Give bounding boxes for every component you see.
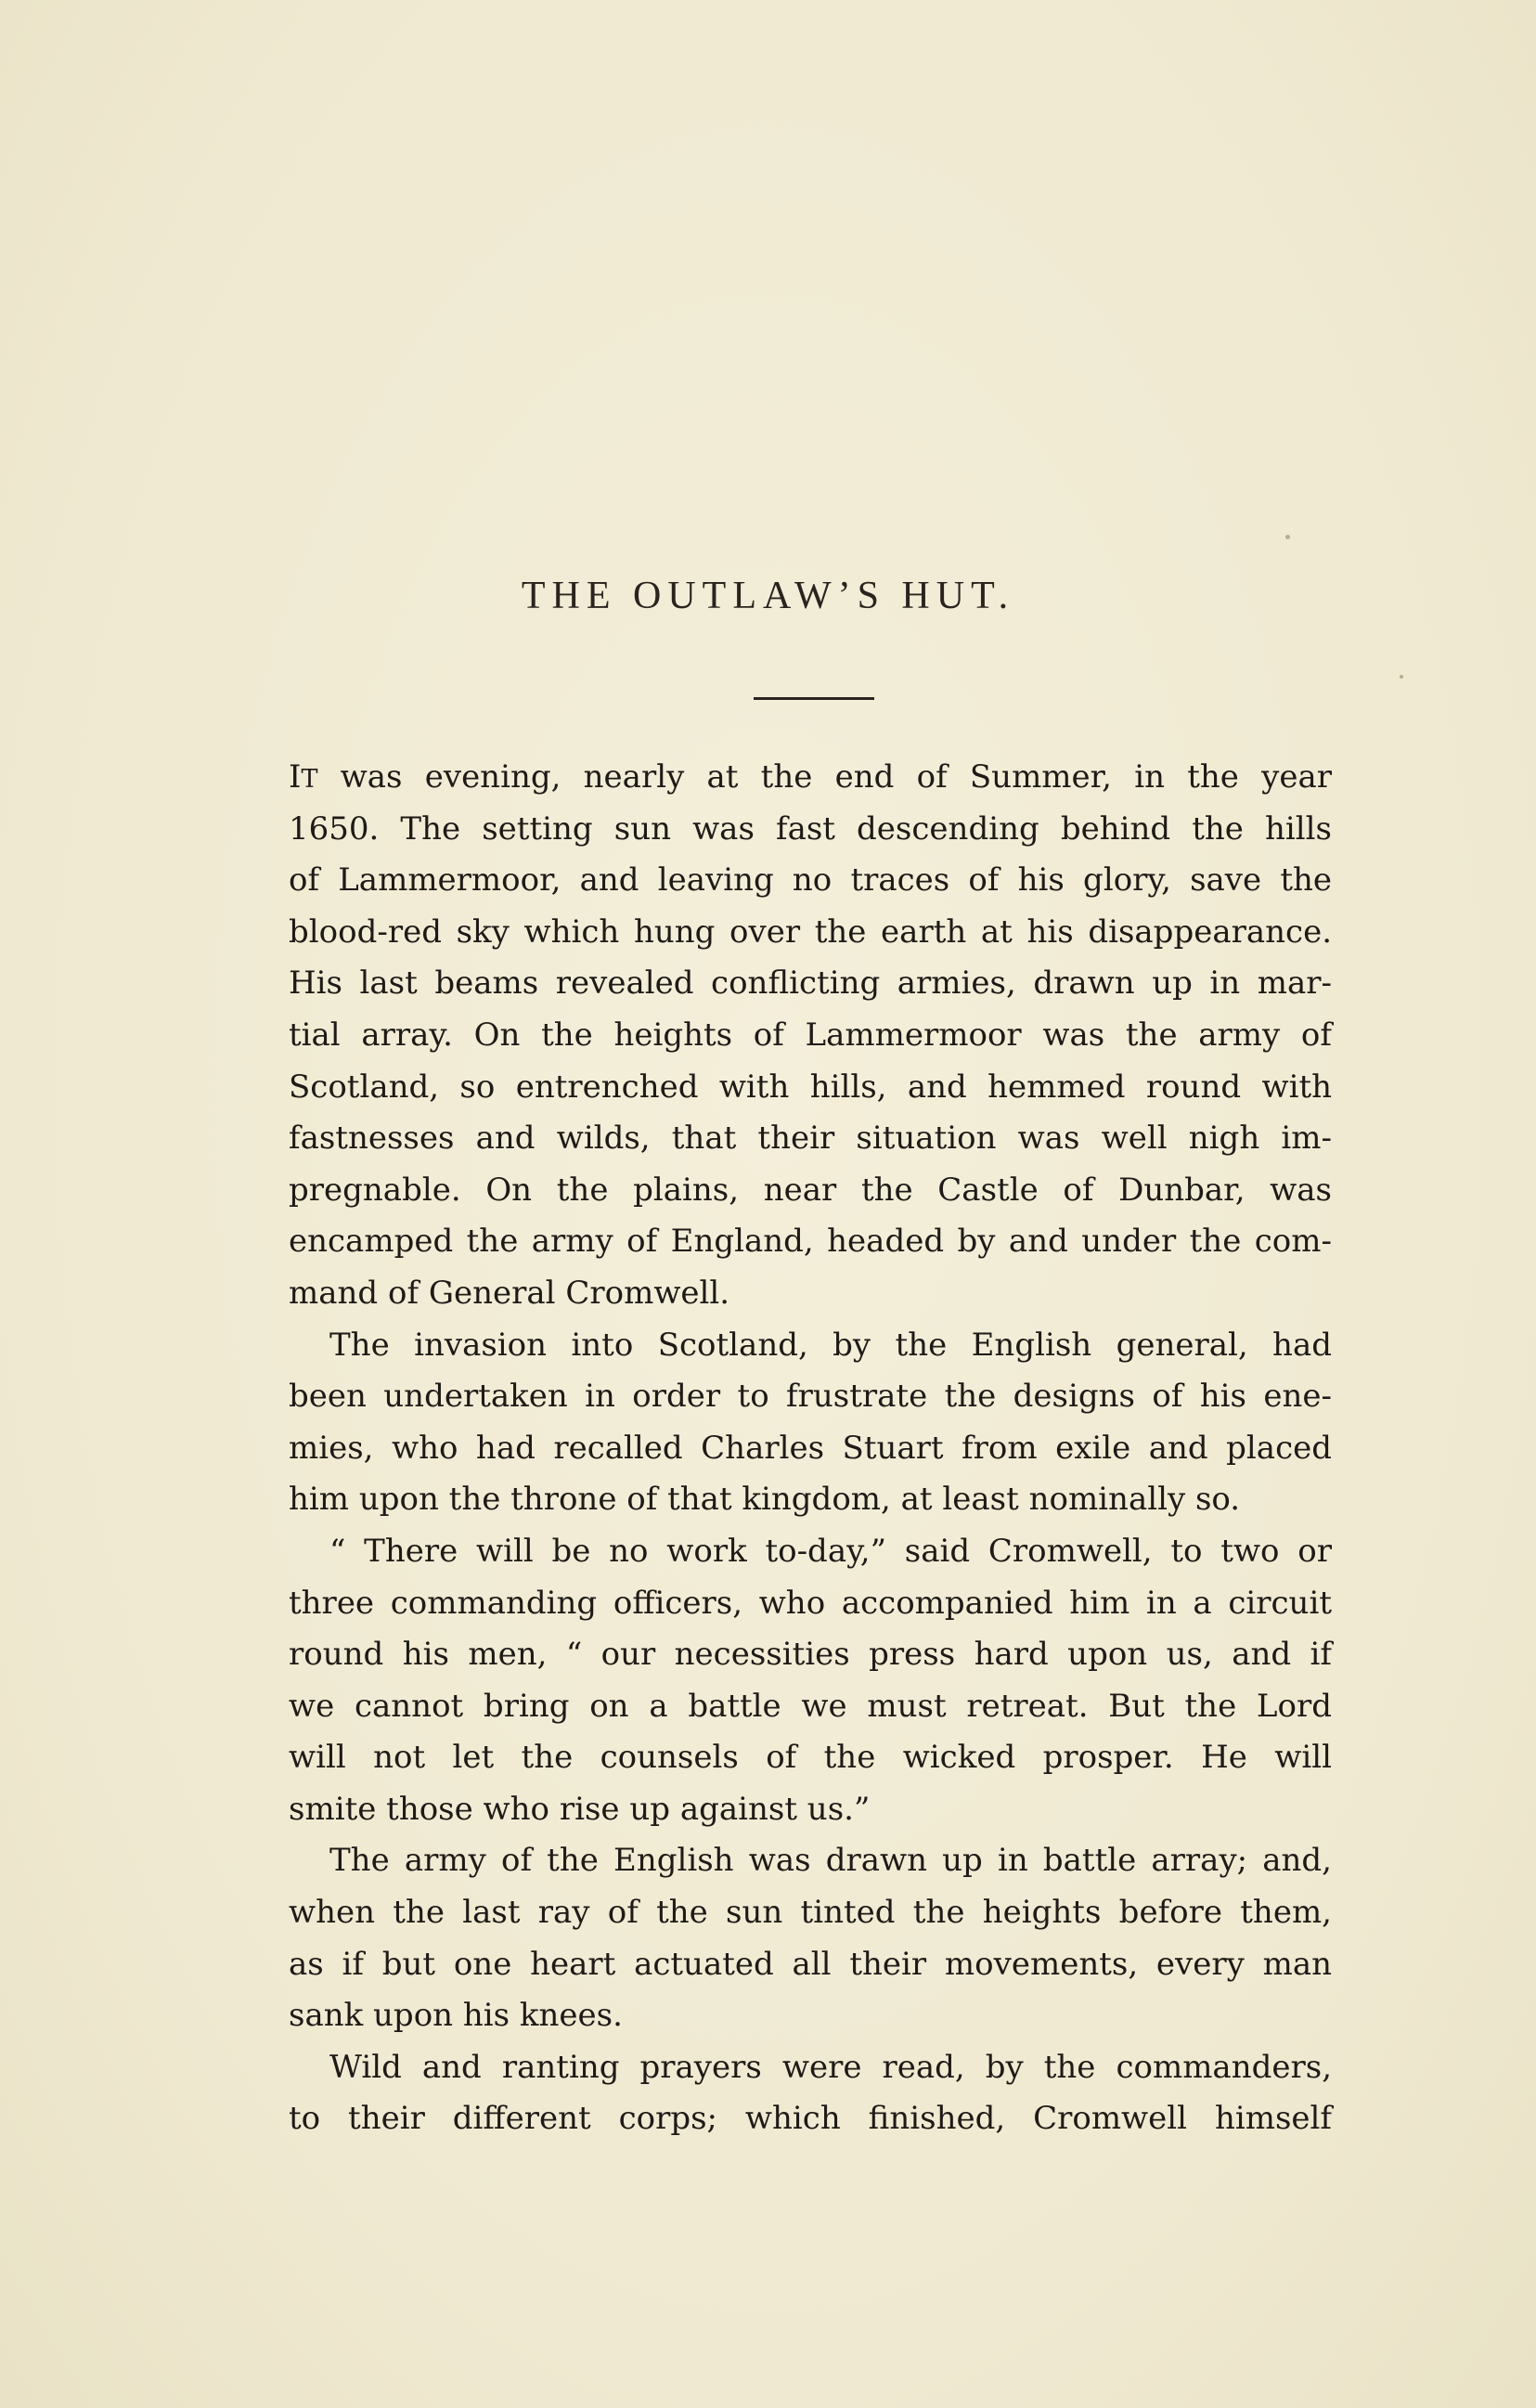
chapter-title: THE OUTLAW’S HUT. — [521, 575, 1015, 617]
text-line: encamped the army of England, headed by and under the com- — [289, 1223, 1332, 1261]
text-lines — [289, 804, 1332, 2145]
text-line: Wild and ranting prayers were read, by the commanders, — [329, 2048, 1332, 2086]
first-line-text: was evening, nearly at the end of Summer, in the year — [317, 758, 1332, 796]
text-line: blood-red sky which hung over the earth at his disappearance. — [289, 913, 1332, 951]
text-line: as if but one heart actuated all their movements, every man — [289, 1945, 1332, 1983]
text-line: we cannot bring on a battle we must retreat. But the Lord — [289, 1687, 1332, 1725]
text-line: round his men, “ our necessities press hard upon us, and if — [289, 1636, 1332, 1674]
title-rule-divider — [754, 697, 874, 700]
text-line: been undertaken in order to frustrate the designs of his ene- — [289, 1378, 1332, 1416]
text-line: His last beams revealed conflicting armies, drawn up in mar- — [289, 964, 1332, 1003]
text-line: will not let the counsels of the wicked prosper. He will — [289, 1739, 1332, 1777]
small-cap-letter: T — [301, 765, 318, 794]
chapter-body — [289, 752, 1332, 2145]
text-line: tial array. On the heights of Lammermoor was the army of — [289, 1016, 1332, 1054]
text-line: three commanding officers, who accompanied him in a circuit — [289, 1584, 1332, 1622]
text-line: pregnable. On the plains, near the Castle of Dunbar, was — [289, 1171, 1332, 1209]
text-line: sank upon his knees. — [289, 1997, 623, 2035]
text-line: mies, who had recalled Charles Stuart from exile and placed — [289, 1429, 1332, 1467]
text-line: mand of General Cromwell. — [289, 1274, 730, 1312]
text-line: to their different corps; which finished, Cromwell himself — [289, 2100, 1332, 2138]
text-line: of Lammermoor, and leaving no traces of his glory, save the — [289, 861, 1332, 900]
text-line: fastnesses and wilds, that their situation was well nigh im- — [289, 1120, 1332, 1158]
text-line: when the last ray of the sun tinted the heights before them, — [289, 1894, 1332, 1932]
text-line: him upon the throne of that kingdom, at least nominally so. — [289, 1481, 1241, 1519]
text-line: “ There will be no work to-day,” said Cromwell, to two or — [329, 1532, 1332, 1570]
first-line — [289, 752, 1332, 804]
text-line: The invasion into Scotland, by the English general, had — [329, 1326, 1332, 1364]
drop-initial: I — [289, 758, 302, 796]
text-line: smite those who rise up against us.” — [289, 1790, 871, 1828]
text-line: The army of the English was drawn up in battle array; and, — [329, 1842, 1332, 1880]
paper-speck — [1400, 675, 1403, 679]
paper-speck — [1285, 535, 1290, 539]
text-line: 1650. The setting sun was fast descending behind the hills — [289, 809, 1332, 848]
text-line: Scotland, so entrenched with hills, and hemmed round with — [289, 1068, 1332, 1106]
